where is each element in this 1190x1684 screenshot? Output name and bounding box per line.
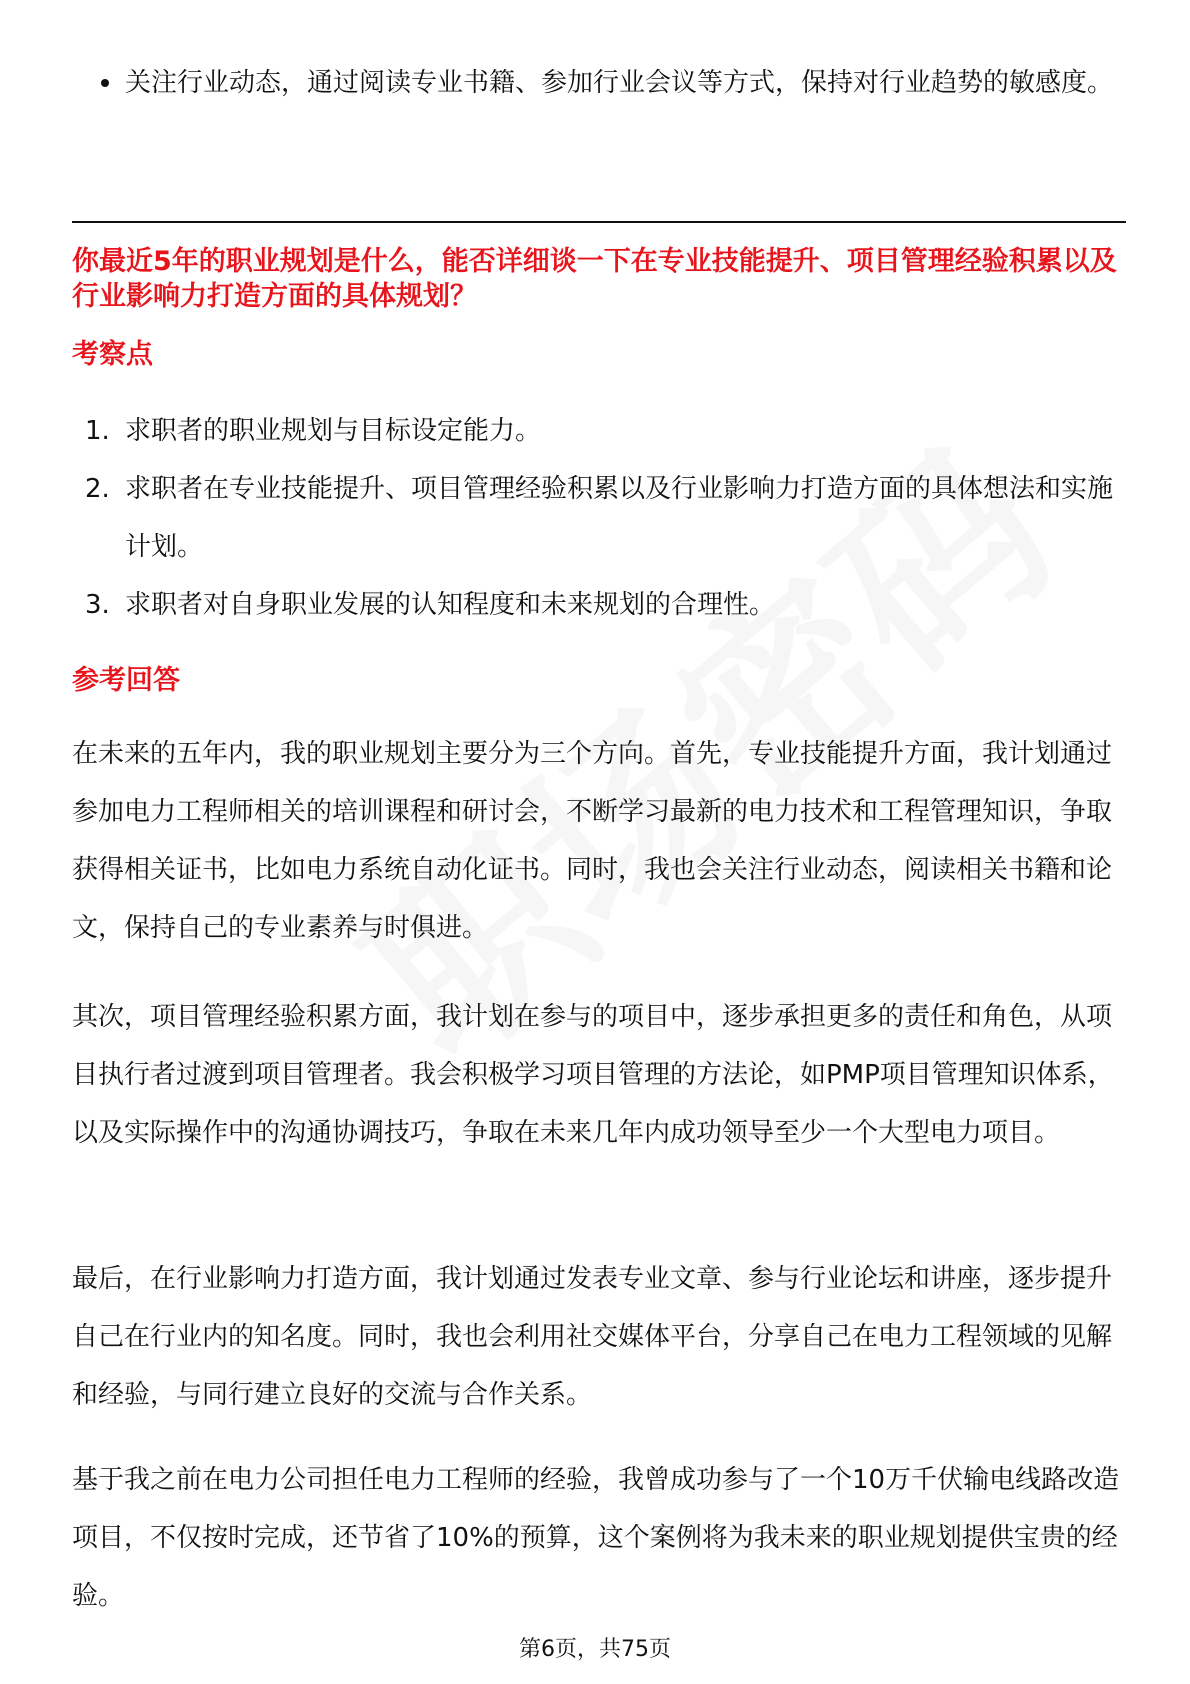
assessment-heading: 考察点	[72, 339, 153, 370]
item-text: 求职者在专业技能提升、项目管理经验积累以及行业影响力打造方面的具体想法和实施计划。	[125, 474, 1114, 562]
item-number: 3.	[85, 590, 110, 620]
answer-heading: 参考回答	[72, 665, 180, 696]
bullet-dot-icon	[101, 79, 109, 87]
assessment-item-1	[85, 402, 1125, 460]
item-text: 求职者的职业规划与目标设定能力。	[125, 416, 542, 446]
divider	[72, 221, 1126, 223]
assessment-item-2	[85, 460, 1125, 576]
answer-paragraph-2: 其次，项目管理经验积累方面，我计划在参与的项目中，逐步承担更多的责任和角色，从项目执行者过渡到项目管理者。我会积极学习项目管理的方法论，如PMP项目管理知识体系，以及实际操作中的沟通协调技巧，争取在未来几年内成功领导至少一个大型电力项目。	[72, 1002, 1114, 1148]
item-number: 1.	[85, 416, 110, 446]
question-title: 你最近5年的职业规划是什么，能否详细谈一下在专业技能提升、项目管理经验积累以及行业影响力打造方面的具体规划？	[72, 246, 1117, 312]
answer-paragraph-3: 最后，在行业影响力打造方面，我计划通过发表专业文章、参与行业论坛和讲座，逐步提升自己在行业内的知名度。同时，我也会利用社交媒体平台，分享自己在电力工程领域的见解和经验，与同行建立良好的交流与合作关系。	[72, 1264, 1113, 1410]
bullet-item	[125, 54, 1125, 112]
assessment-item-3	[85, 576, 1125, 634]
item-number: 2.	[85, 474, 110, 504]
item-text: 求职者对自身职业发展的认知程度和未来规划的合理性。	[125, 590, 776, 620]
answer-paragraph-4: 基于我之前在电力公司担任电力工程师的经验，我曾成功参与了一个10万千伏输电线路改造项目，不仅按时完成，还节省了10%的预算，这个案例将为我未来的职业规划提供宝贵的经验。	[72, 1465, 1120, 1611]
page-number: 第6页，共75页	[519, 1637, 671, 1662]
bullet-text: 关注行业动态，通过阅读专业书籍、参加行业会议等方式，保持对行业趋势的敏感度。	[125, 68, 1114, 98]
answer-paragraph-1: 在未来的五年内，我的职业规划主要分为三个方向。首先，专业技能提升方面，我计划通过参加电力工程师相关的培训课程和研讨会，不断学习最新的电力技术和工程管理知识，争取获得相关证书，比如电力系统自动化证书。同时，我也会关注行业动态，阅读相关书籍和论文，保持自己的专业素养与时俱进。	[72, 739, 1113, 943]
